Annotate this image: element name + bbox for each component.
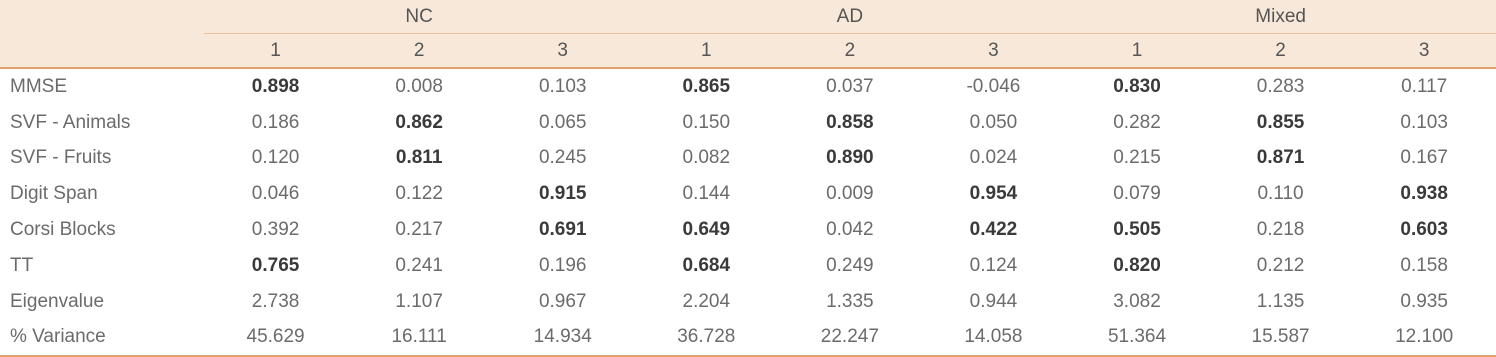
table-cell: 0.024 <box>969 147 1018 169</box>
row-label: MMSE <box>10 75 67 97</box>
table-cell: 0.649 <box>682 219 731 241</box>
table-cell: 14.934 <box>491 320 635 357</box>
row-label: Eigenvalue <box>10 290 105 312</box>
table-cell: 0.915 <box>538 183 587 205</box>
factor-header-row <box>0 34 1496 69</box>
table-cell: 0.691 <box>538 219 587 241</box>
row-label: % Variance <box>0 320 204 357</box>
table-cell: 0.858 <box>826 111 874 133</box>
table-cell: 14.058 <box>922 320 1066 357</box>
table-cell: 0.042 <box>826 219 874 241</box>
table-cell: 12.100 <box>1352 320 1496 357</box>
table-cell: 0.871 <box>1256 147 1305 169</box>
table-cell: 0.890 <box>826 147 874 169</box>
table-cell: 0.938 <box>1400 183 1448 205</box>
factor-header: 3 <box>1352 34 1496 69</box>
table-cell: 2.738 <box>251 290 300 312</box>
table-body <box>0 68 1496 356</box>
table-cell: 0.218 <box>1256 219 1305 241</box>
table-cell: 1.335 <box>826 290 874 312</box>
group-header-ad: AD <box>635 0 1066 34</box>
group-header-mixed: Mixed <box>1065 0 1496 34</box>
group-header-row <box>0 0 1496 34</box>
table-row <box>0 212 1496 248</box>
factor-header: 1 <box>635 34 779 69</box>
table-cell: 0.967 <box>538 290 587 312</box>
table-row <box>0 141 1496 177</box>
table-cell: 0.009 <box>826 183 874 205</box>
table-row <box>0 320 1496 357</box>
table-cell: 0.122 <box>395 183 443 205</box>
table-cell: 0.196 <box>538 254 587 276</box>
table-cell: 0.283 <box>1256 75 1305 97</box>
table-cell: 22.247 <box>778 320 922 357</box>
table-cell: 0.103 <box>538 75 587 97</box>
group-header-nc: NC <box>204 0 635 34</box>
factor-header: 2 <box>778 34 922 69</box>
table-cell: 0.245 <box>538 147 587 169</box>
table-cell: 0.079 <box>1113 183 1161 205</box>
table-cell: 36.728 <box>635 320 779 357</box>
table-cell: 0.811 <box>395 147 443 169</box>
table-cell: 51.364 <box>1065 320 1209 357</box>
table-cell: 0.422 <box>969 219 1018 241</box>
table-cell: 0.392 <box>251 219 300 241</box>
table-cell: 0.215 <box>1113 147 1161 169</box>
table-cell: -0.046 <box>966 75 1021 97</box>
table-cell: 0.186 <box>251 111 300 133</box>
table-cell: 0.935 <box>1400 290 1448 312</box>
factor-header: 3 <box>922 34 1066 69</box>
table-cell: 0.865 <box>682 75 731 97</box>
table-cell: 0.124 <box>969 254 1018 276</box>
table-cell: 1.135 <box>1256 290 1305 312</box>
table-row <box>0 248 1496 284</box>
table-row <box>0 176 1496 212</box>
table-cell: 2.204 <box>682 290 731 312</box>
table-cell: 0.103 <box>1400 111 1448 133</box>
table-cell: 0.167 <box>1400 147 1448 169</box>
table-cell: 0.117 <box>1401 75 1448 97</box>
row-label: TT <box>10 254 34 276</box>
factor-header: 1 <box>204 34 348 69</box>
table-cell: 0.282 <box>1113 111 1161 133</box>
table-cell: 0.082 <box>682 147 731 169</box>
table-cell: 0.954 <box>969 183 1018 205</box>
table-cell: 0.065 <box>538 111 587 133</box>
table-cell: 16.111 <box>347 320 491 357</box>
row-label: Corsi Blocks <box>10 219 116 241</box>
factor-header: 1 <box>1065 34 1209 69</box>
table-cell: 0.217 <box>395 219 443 241</box>
table-cell: 0.037 <box>826 75 874 97</box>
factor-header: 3 <box>491 34 635 69</box>
table-cell: 0.855 <box>1256 111 1305 133</box>
table-cell: 0.241 <box>395 254 443 276</box>
table-cell: 0.603 <box>1400 219 1448 241</box>
table-cell: 45.629 <box>204 320 348 357</box>
table-row <box>0 105 1496 141</box>
table-cell: 0.110 <box>1257 183 1304 205</box>
table-row <box>0 284 1496 320</box>
table-cell: 0.120 <box>251 147 300 169</box>
table-cell: 0.830 <box>1113 75 1161 97</box>
table-cell: 0.820 <box>1113 254 1161 276</box>
table-cell: 0.684 <box>682 254 731 276</box>
table-cell: 0.505 <box>1113 219 1161 241</box>
table-cell: 0.898 <box>251 75 300 97</box>
table-cell: 0.212 <box>1256 254 1305 276</box>
table-cell: 0.144 <box>682 183 731 205</box>
table-cell: 0.050 <box>969 111 1018 133</box>
table-row <box>0 68 1496 105</box>
table-cell: 0.158 <box>1400 254 1448 276</box>
table-cell: 3.082 <box>1113 290 1161 312</box>
table-cell: 0.765 <box>251 254 300 276</box>
factor-header: 2 <box>1209 34 1353 69</box>
table-cell: 0.944 <box>969 290 1018 312</box>
table-cell: 15.587 <box>1209 320 1353 357</box>
factor-header: 2 <box>347 34 491 69</box>
table-cell: 0.008 <box>395 75 443 97</box>
table-cell: 0.150 <box>682 111 731 133</box>
table-cell: 0.046 <box>251 183 300 205</box>
row-label: Digit Span <box>10 183 98 205</box>
table-cell: 0.862 <box>395 111 443 133</box>
row-label: SVF - Animals <box>10 111 131 133</box>
corner-cell <box>0 0 204 68</box>
row-label: SVF - Fruits <box>10 147 112 169</box>
table-cell: 1.107 <box>395 290 443 312</box>
table-cell: 0.249 <box>826 254 874 276</box>
